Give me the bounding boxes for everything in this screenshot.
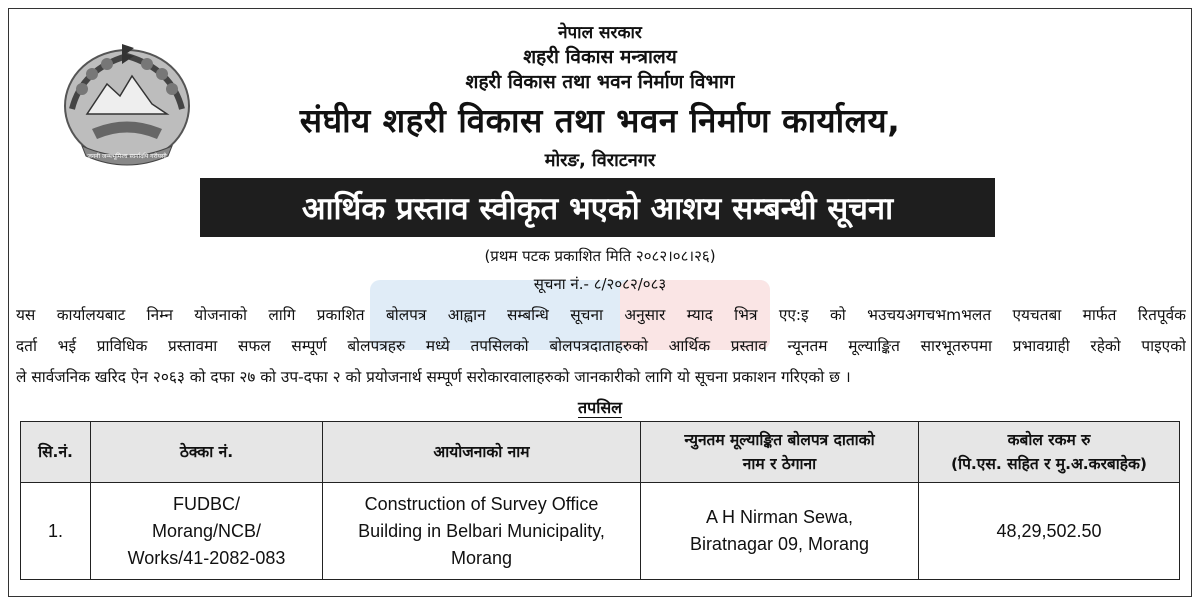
body-line-3: ले सार्वजनिक खरिद ऐन २०६३ को दफा २७ को उप-दफा २ को प्रयोजनार्थ सम्पूर्ण सरोकारवालाहरुको जानकारीको लागि यो सूचना प्रकाशन गरिएको छ ।: [16, 368, 851, 386]
emblem-motto: जननी जन्मभूमिश्च स्वर्गादपि गरीयसी: [87, 153, 167, 160]
header-location: मोरङ, विराटनगर: [544, 150, 656, 171]
body-line-2: दर्ता भई प्राविधिक प्रस्तावमा सफल सम्पूर्ण बोलपत्रहरु मध्ये तपसिलको बोलपत्रदाताहरुको आर्थिक प्रस्ताव न्यूनतम मूल्याङ्कित सारभूतरुपमा प्रभावग्राही रहेको पाइएको: [16, 337, 1186, 355]
cell-sn: 1.: [21, 483, 91, 580]
header-department: शहरी विकास तथा भवन निर्माण विभाग: [465, 71, 735, 93]
col-header-project-name: आयोजनाको नाम: [323, 422, 641, 483]
header-government: नेपाल सरकार: [558, 23, 642, 43]
col-header-sn: सि.नं.: [21, 422, 91, 483]
body-line-1: यस कार्यालयबाट निम्न योजनाको लागि प्रकाशित बोलपत्र आह्वान सम्बन्धि सूचना अनुसार म्याद भित्र एए:इ को भउचयअगचभmभलत एयचतबा मार्फत रितपूर्वक: [16, 306, 1186, 324]
schedule-heading: तपसिल: [577, 398, 623, 417]
award-table: [20, 421, 1180, 580]
notice-title-banner: आर्थिक प्रस्ताव स्वीकृत भएको आशय सम्बन्धी सूचना: [200, 178, 995, 237]
notice-number: सूचना नं.- ८/२०८२/०८३: [533, 275, 667, 293]
col-header-amount: कबोल रकम रु (पि.एस. सहित र मु.अ.करबाहेक): [919, 422, 1180, 483]
cell-amount: 48,29,502.50: [919, 483, 1180, 580]
cell-project-name: Construction of Survey Office Building in Belbari Municipality, Morang: [323, 483, 641, 580]
table-header-row: [21, 422, 1180, 483]
col-header-bidder: न्युनतम मूल्याङ्कित बोलपत्र दाताको नाम र ठेगाना: [641, 422, 919, 483]
table-row: [21, 483, 1180, 580]
col-header-contract-no: ठेक्का नं.: [91, 422, 323, 483]
cell-contract-no: FUDBC/ Morang/NCB/ Works/41-2082-083: [91, 483, 323, 580]
published-date: (प्रथम पटक प्रकाशित मिति २०८२।०८।२६): [484, 247, 716, 265]
cell-bidder: A H Nirman Sewa, Biratnagar 09, Morang: [641, 483, 919, 580]
header-office: संघीय शहरी विकास तथा भवन निर्माण कार्यालय,: [299, 101, 901, 140]
header-ministry: शहरी विकास मन्त्रालय: [523, 46, 677, 68]
